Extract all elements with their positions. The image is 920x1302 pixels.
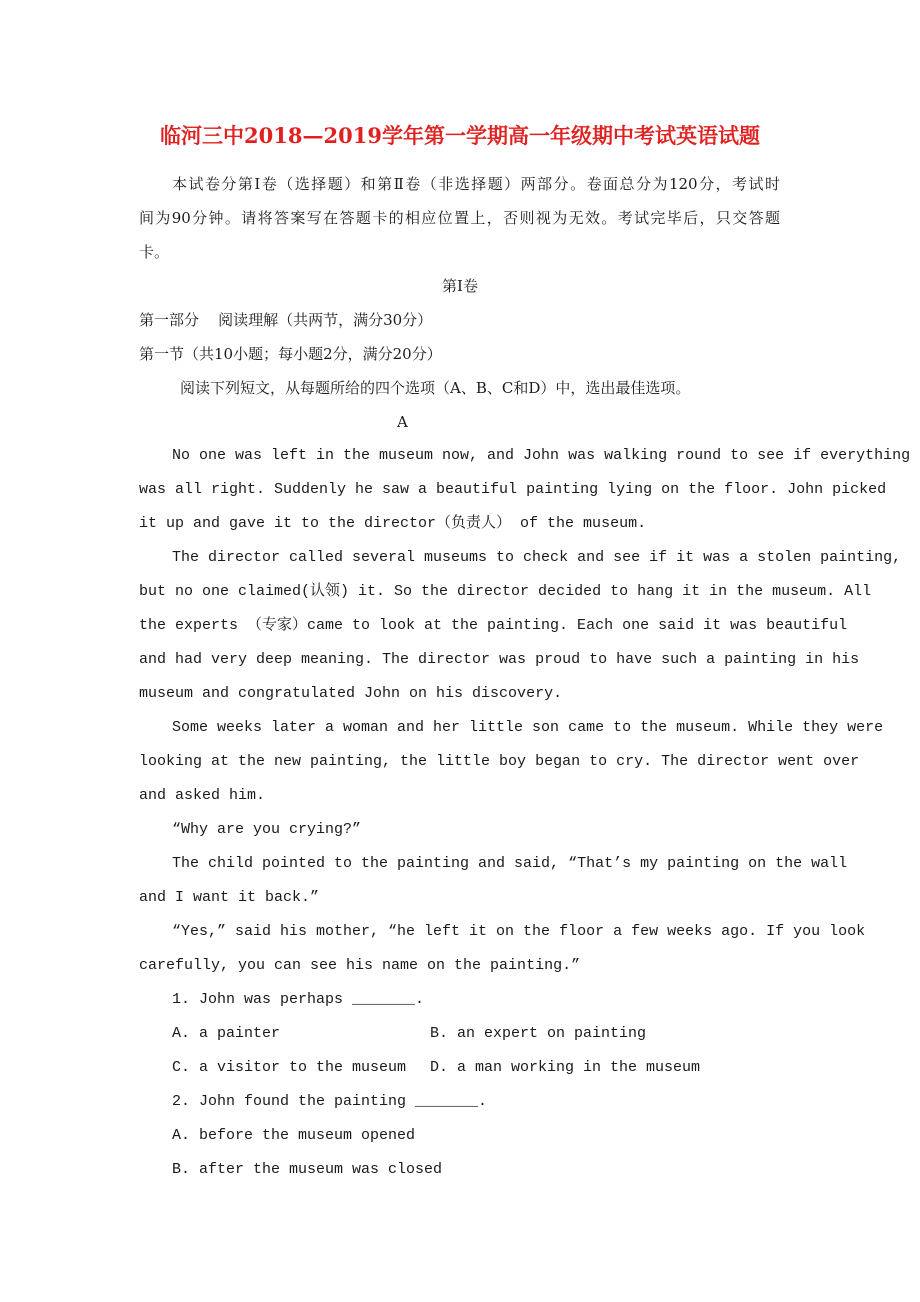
- volume-heading: 第Ⅰ卷: [442, 277, 478, 295]
- exam-title: 临河三中2018—2019学年第一学期高一年级期中考试英语试题: [160, 123, 760, 148]
- passage-line: The director called several museums to check and see if it was a stolen painting,: [172, 549, 902, 566]
- passage-label: A: [397, 413, 408, 431]
- passage-line: museum and congratulated John on his discovery.: [139, 685, 563, 702]
- passage-line: and had very deep meaning. The director was proud to have such a painting in his: [139, 651, 860, 668]
- question-stem: 2. John found the painting _______.: [172, 1093, 488, 1110]
- passage-line: carefully, you can see his name on the painting.”: [139, 957, 581, 974]
- question-stem: 1. John was perhaps _______.: [172, 991, 425, 1008]
- passage-line: and asked him.: [139, 787, 266, 804]
- question-option: B. after the museum was closed: [172, 1161, 443, 1178]
- passage-line: and I want it back.”: [139, 889, 320, 906]
- passage-line: The child pointed to the painting and said, “That’s my painting on the wall: [172, 855, 848, 872]
- passage-line: No one was left in the museum now, and John was walking round to see if everything: [172, 447, 911, 464]
- passage-line: looking at the new painting, the little boy began to cry. The director went over: [139, 753, 860, 770]
- intro-line-1: 本试卷分第Ⅰ卷（选择题）和第Ⅱ卷（非选择题）两部分。卷面总分为120分，考试时: [172, 175, 780, 193]
- passage-line: but no one claimed(认领) it. So the director decided to hang it in the museum. All: [139, 583, 872, 600]
- passage-line: was all right. Suddenly he saw a beautiful painting lying on the floor. John picked: [139, 481, 887, 498]
- passage-line: the experts （专家）came to look at the painting. Each one said it was beautiful: [139, 617, 848, 634]
- intro-line-2: 间为90分钟。请将答案写在答题卡的相应位置上，否则视为无效。考试完毕后，只交答题: [139, 209, 780, 227]
- question-option: B. an expert on painting: [430, 1025, 647, 1042]
- section-heading: 第一节（共10小题；每小题2分，满分20分）: [139, 345, 442, 363]
- passage-line: Some weeks later a woman and her little son came to the museum. While they were: [172, 719, 884, 736]
- question-option: C. a visitor to the museum: [172, 1059, 407, 1076]
- question-option: A. before the museum opened: [172, 1127, 416, 1144]
- question-option: A. a painter: [172, 1025, 281, 1042]
- instruction: 阅读下列短文，从每题所给的四个选项（A、B、C和D）中，选出最佳选项。: [180, 379, 691, 397]
- passage-line: “Why are you crying?”: [172, 821, 362, 838]
- question-option: D. a man working in the museum: [430, 1059, 701, 1076]
- part-heading: 第一部分 阅读理解（共两节，满分30分）: [139, 311, 433, 329]
- passage-line: “Yes,” said his mother, “he left it on the floor a few weeks ago. If you look: [172, 923, 866, 940]
- intro-line-3: 卡。: [139, 243, 170, 261]
- passage-line: it up and gave it to the director（负责人） of the museum.: [139, 515, 647, 532]
